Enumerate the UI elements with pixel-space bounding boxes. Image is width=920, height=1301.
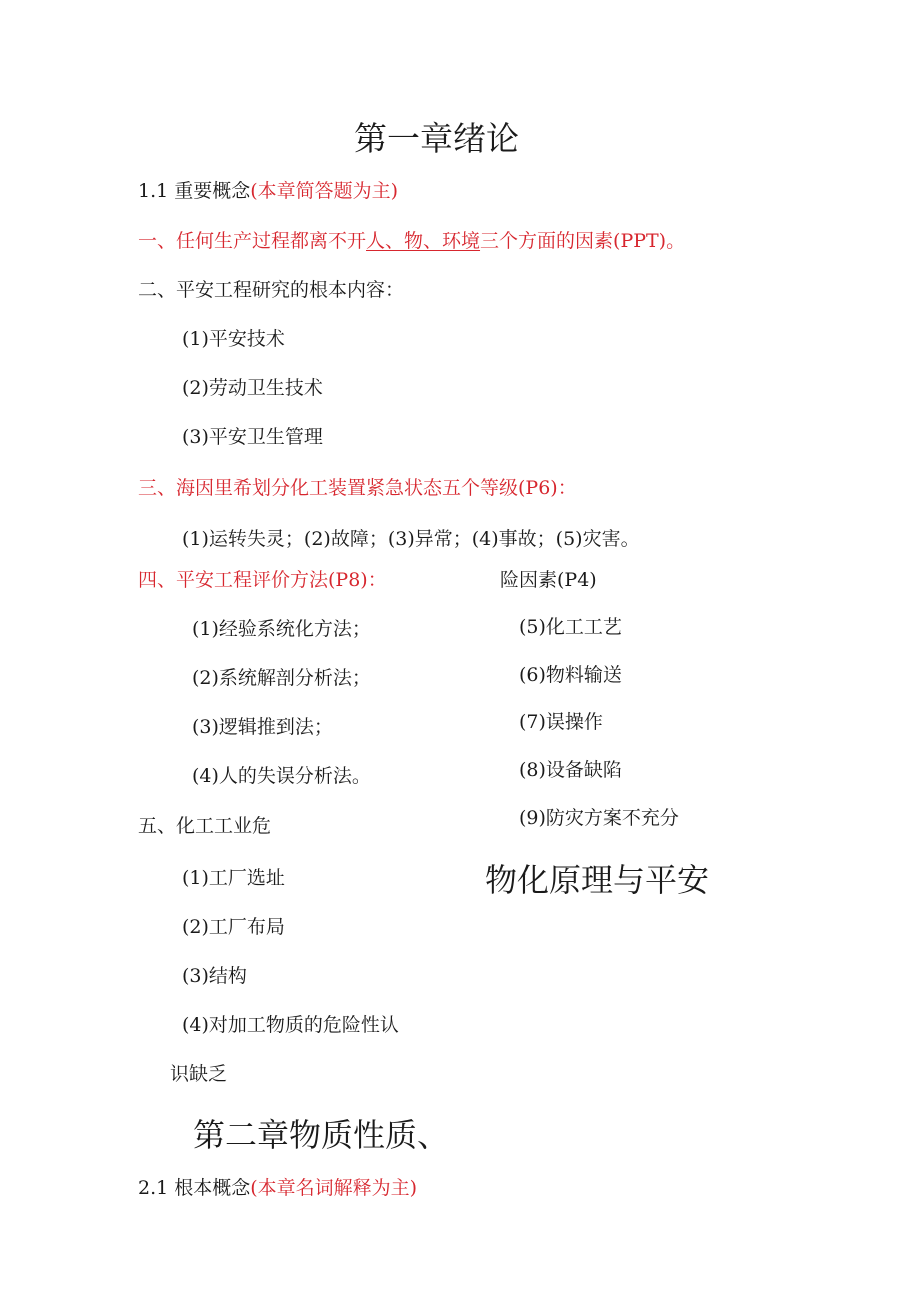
item5-sub-8: (8)设备缺陷 <box>519 759 622 781</box>
item3-heading: 三、海因里希划分化工装置紧急状态五个等级(P6)： <box>138 477 577 499</box>
chapter1-title: 第一章绪论 <box>354 119 519 158</box>
item5-sub-5: (5)化工工艺 <box>519 616 622 638</box>
section-2-1 <box>138 1179 417 1198</box>
item1-underlined: 人、物、环境 <box>366 230 481 252</box>
section-1-1-note: (本章简答题为主) <box>250 180 399 202</box>
item5-sub-3: (3)结构 <box>182 965 247 987</box>
section-1-1 <box>138 182 398 201</box>
item1 <box>138 232 685 251</box>
item2-sub-3: (3)平安卫生管理 <box>182 426 323 448</box>
item5-sub-9: (9)防灾方案不充分 <box>519 807 679 829</box>
item5-sub-6: (6)物料输送 <box>519 664 622 686</box>
item5-sub-1: (1)工厂选址 <box>182 867 285 889</box>
item5-sub-7: (7)误操作 <box>519 711 603 733</box>
item4-sub-4: (4)人的失误分析法。 <box>192 765 371 787</box>
item2-sub-1: (1)平安技术 <box>182 328 285 350</box>
item2-heading: 二、平安工程研究的根本内容： <box>138 279 405 301</box>
item5-sub-2: (2)工厂布局 <box>182 916 285 938</box>
item1-post: 三个方面的因素(PPT)。 <box>480 230 686 252</box>
chapter2-title-part2: 物化原理与平安 <box>485 861 710 899</box>
item5-sub-4: (4)对加工物质的危险性认 <box>182 1014 399 1036</box>
item5-heading-cont: 险因素(P4) <box>500 569 597 591</box>
section-1-1-heading: 1.1 重要概念 <box>138 180 251 202</box>
section-2-1-heading: 2.1 根本概念 <box>138 1177 251 1199</box>
item5-heading: 五、化工工业危 <box>138 815 272 837</box>
item4-sub-2: (2)系统解剖分析法； <box>192 667 371 689</box>
item2-sub-2: (2)劳动卫生技术 <box>182 377 323 399</box>
item3-line: (1)运转失灵；(2)故障；(3)异常；(4)事故；(5)灾害。 <box>182 528 640 550</box>
item4-sub-1: (1)经验系统化方法； <box>192 618 371 640</box>
item4-heading: 四、平安工程评价方法(P8)： <box>138 569 387 591</box>
item4-sub-3: (3)逻辑推到法； <box>192 716 333 738</box>
item1-pre: 一、任何生产过程都离不开 <box>138 230 367 252</box>
chapter2-title-part1: 第二章物质性质、 <box>193 1116 450 1154</box>
section-2-1-note: (本章名词解释为主) <box>250 1177 418 1199</box>
item5-sub-4-cont: 识缺乏 <box>170 1063 228 1085</box>
